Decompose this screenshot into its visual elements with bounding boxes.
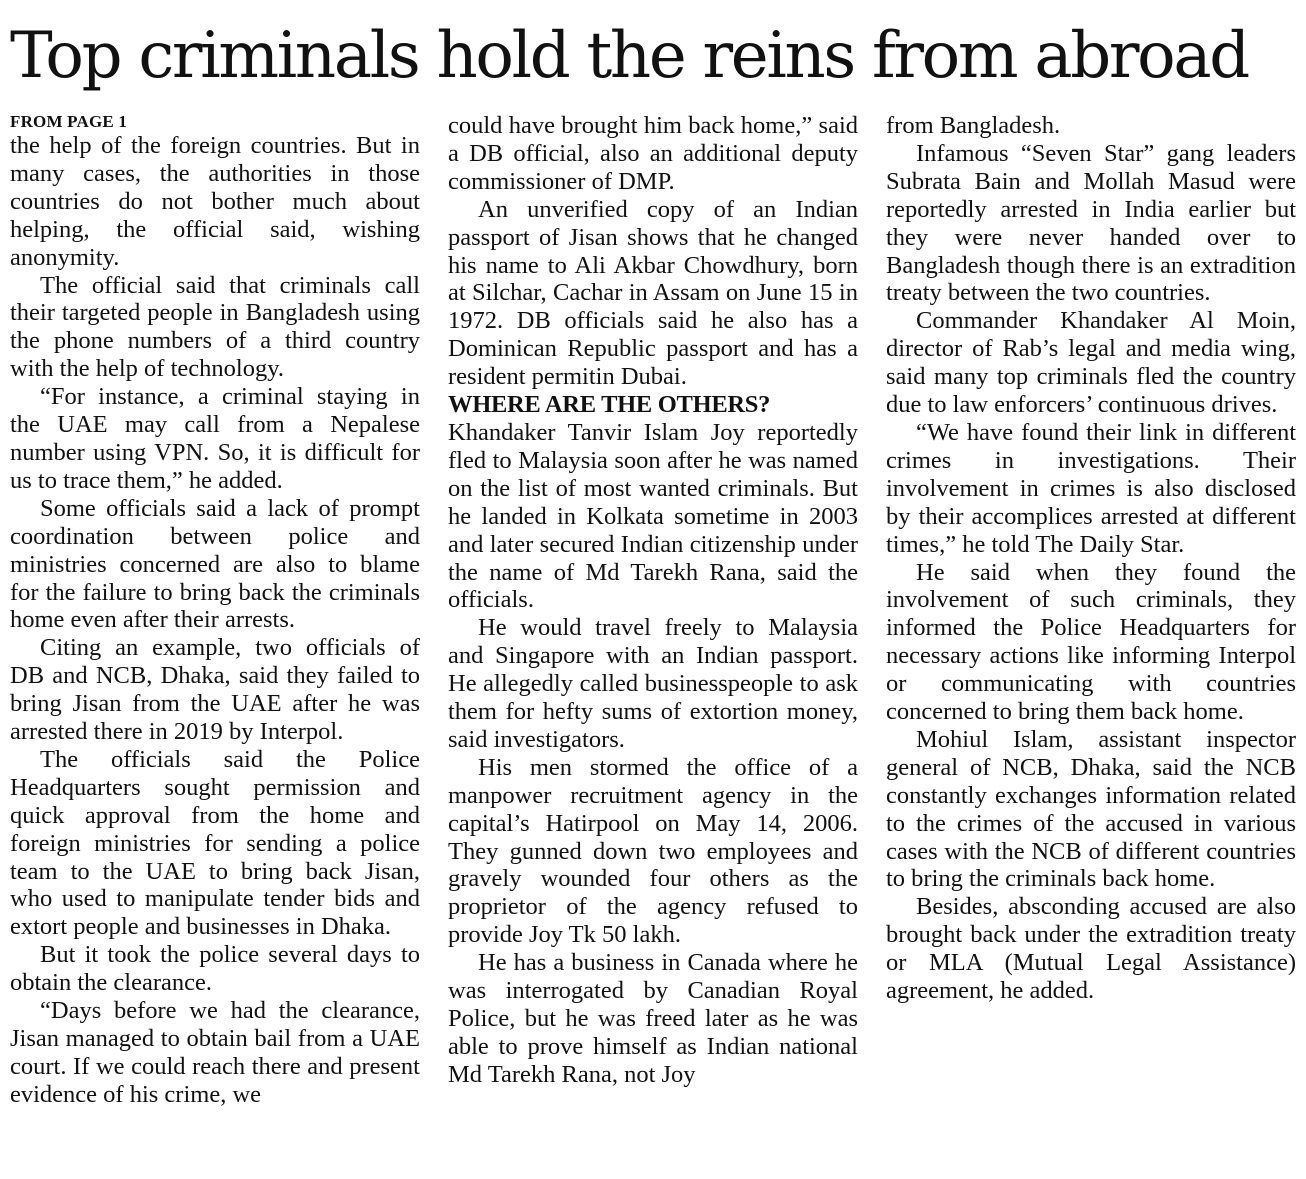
section-subhead: WHERE ARE THE OTHERS? — [448, 391, 771, 419]
headline: Top criminals hold the reins from abroad — [10, 19, 1248, 93]
paragraph: Khandaker Tanvir Islam Joy reportedly fled to Malaysia soon after he was named on the list of most wanted criminals. But he landed in Kolkata sometime in 2003 and later secured Indian citizenship under the name of Md Tarekh Rana, said the officials. — [448, 418, 858, 614]
paragraph: “For instance, a criminal staying in the UAE may call from a Nepalese number using VPN. So, it is difficult for us to trace them,” he added. — [10, 383, 420, 494]
paragraph: But it took the police several days to obtain the clearance. — [10, 941, 420, 997]
paragraph: The officials said the Police Headquarters sought permission and quick approval from the home and foreign ministries for sending a police team to the UAE to bring back Jisan, who used to manipulate tender bids and extort people and businesses in Dhaka. — [10, 745, 420, 941]
paragraph: Some officials said a lack of prompt coordination between police and ministries concerned are also to blame for the failure to bring back the criminals home even after their arrests. — [10, 494, 420, 634]
paragraph: “Days before we had the clearance, Jisan managed to obtain bail from a UAE court. If we could reach there and present evidence of his crime, we — [10, 997, 420, 1108]
continuation-kicker: FROM PAGE 1 — [10, 112, 128, 131]
paragraph: the help of the foreign countries. But in many cases, the authorities in those countries do not bother much about helping, the official said, wishing anonymity. — [10, 132, 420, 271]
paragraph: He has a business in Canada where he was interrogated by Canadian Royal Police, but he was freed later as he was able to prove himself as Indian national Md Tarekh Rana, not Joy — [448, 949, 858, 1088]
paragraph: His men stormed the office of a manpower recruitment agency in the capital’s Hatirpool on May 14, 2006. They gunned down two employees and gravely wounded four others as the proprietor of the agency refused to provide Joy Tk 50 lakh. — [448, 753, 858, 949]
paragraph: “We have found their link in different crimes in investigations. Their involvement in crimes is also disclosed by their accomplices arrested at different times,” he told The Daily Star. — [886, 418, 1296, 558]
paragraph: An unverified copy of an Indian passport of Jisan shows that he changed his name to Ali Akbar Chowdhury, born at Silchar, Cachar in Assam on June 15 in 1972. DB officials said he also has a Dominican Republic passport and has a resident permitin Dubai. — [448, 195, 858, 391]
paragraph: Mohiul Islam, assistant inspector general of NCB, Dhaka, said the NCB constantly exchanges information related to the crimes of the accused in various cases with the NCB of different countries to bring the criminals back home. — [886, 725, 1296, 893]
paragraph: Commander Khandaker Al Moin, director of Rab’s legal and media wing, said many top criminals fled the country due to law enforcers’ continuous drives. — [886, 307, 1296, 419]
article-column-3 — [886, 112, 1296, 1172]
paragraph: Infamous “Seven Star” gang leaders Subrata Bain and Mollah Masud were reportedly arrested in India earlier but they were never handed over to Bangladesh though there is an extradition treaty between the two countries. — [886, 139, 1296, 307]
paragraph: Citing an example, two officials of DB and NCB, Dhaka, said they failed to bring Jisan from the UAE after he was arrested there in 2019 by Interpol. — [10, 634, 420, 746]
paragraph: from Bangladesh. — [886, 112, 1061, 139]
paragraph: The official said that criminals call their targeted people in Bangladesh using the phone numbers of a third country with the help of technology. — [10, 271, 420, 383]
paragraph: He would travel freely to Malaysia and Singapore with an Indian passport. He allegedly called businesspeople to ask them for hefty sums of extortion money, said investigators. — [448, 614, 858, 753]
paragraph: He said when they found the involvement of such criminals, they informed the Police Headquarters for necessary actions like informing Interpol or communicating with countries concerned to bring them back home. — [886, 558, 1296, 726]
paragraph: could have brought him back home,” said a DB official, also an additional deputy commissioner of DMP. — [448, 112, 858, 195]
article-column-2 — [448, 112, 858, 1172]
article-column-1 — [10, 112, 420, 1172]
paragraph: Besides, absconding accused are also brought back under the extradition treaty or MLA (Mutual Legal Assistance) agreement, he added. — [886, 893, 1296, 1005]
